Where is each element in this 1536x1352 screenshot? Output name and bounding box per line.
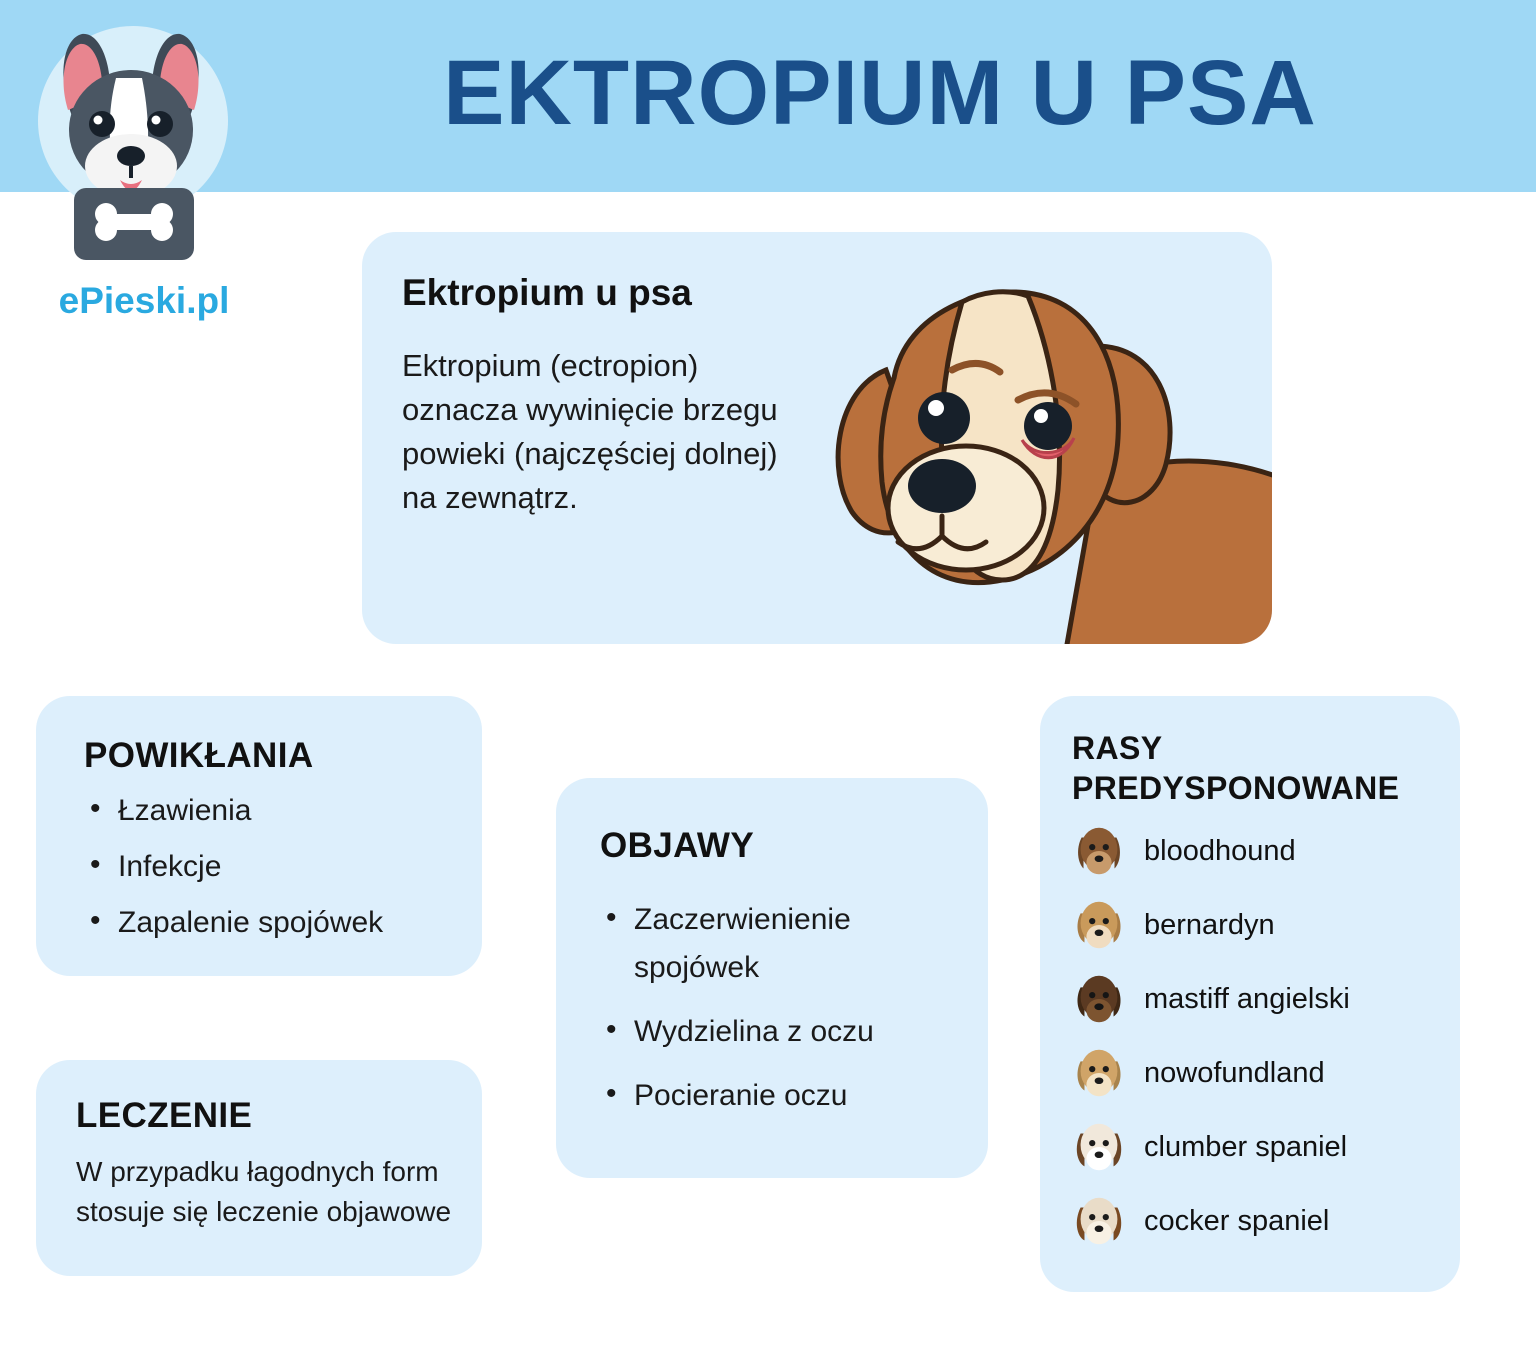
dog-with-ectropion-illustration-icon <box>766 250 1272 644</box>
list-item: • Zapalenie spojówek <box>84 904 464 942</box>
list-item <box>1068 888 1448 962</box>
list-item: • Zaczerwienienie spojówek <box>600 896 970 992</box>
site-logo[interactable] <box>18 12 270 332</box>
list-item <box>1068 1036 1448 1110</box>
dog-face-icon <box>1068 1116 1130 1178</box>
treatment-card-body: W przypadku łagodnych form stosuje się leczenie objawowe <box>76 1156 452 1227</box>
intro-card-body: Ektropium (ectropion) oznacza wywinięcie brzegu powieki (najczęściej dolnej) na zewnątrz. <box>402 348 778 515</box>
dog-head-logo-icon <box>38 20 238 260</box>
predisposed-breeds-card-title: RASY PREDYSPONOWANE <box>1072 730 1400 806</box>
list-item: • Pocieranie oczu <box>600 1072 970 1120</box>
intro-card <box>362 232 1272 644</box>
complications-list <box>84 792 464 960</box>
complications-card-title: POWIKŁANIA <box>84 736 314 775</box>
dog-face-icon <box>1068 820 1130 882</box>
list-item <box>1068 962 1448 1036</box>
complications-card <box>36 696 482 976</box>
predisposed-breeds-card <box>1040 696 1460 1292</box>
breed-label: clumber spaniel <box>1144 1130 1348 1163</box>
dog-face-icon <box>1068 1190 1130 1252</box>
breed-label: bloodhound <box>1144 834 1296 867</box>
list-item <box>1068 1110 1448 1184</box>
list-item <box>1068 1184 1448 1258</box>
list-item <box>1068 814 1448 888</box>
list-item: • Wydzielina z oczu <box>600 1008 970 1056</box>
symptoms-card-title: OBJAWY <box>600 826 755 865</box>
breeds-list <box>1068 814 1448 1258</box>
list-item: • Infekcje <box>84 848 464 886</box>
dog-face-icon <box>1068 968 1130 1030</box>
breed-label: cocker spaniel <box>1144 1204 1330 1237</box>
dog-face-icon <box>1068 894 1130 956</box>
symptoms-card <box>556 778 988 1178</box>
list-item: • Łzawienia <box>84 792 464 830</box>
breed-label: nowofundland <box>1144 1056 1325 1089</box>
treatment-card-title: LECZENIE <box>76 1096 253 1135</box>
dog-face-icon <box>1068 1042 1130 1104</box>
treatment-card <box>36 1060 482 1276</box>
page-title: EKTROPIUM U PSA <box>443 42 1317 144</box>
symptoms-list <box>600 896 970 1136</box>
breed-label: mastiff angielski <box>1144 982 1350 1015</box>
logo-brand-text: ePieski.pl <box>58 280 230 321</box>
intro-card-title: Ektropium u psa <box>402 272 692 313</box>
breed-label: bernardyn <box>1144 908 1275 941</box>
